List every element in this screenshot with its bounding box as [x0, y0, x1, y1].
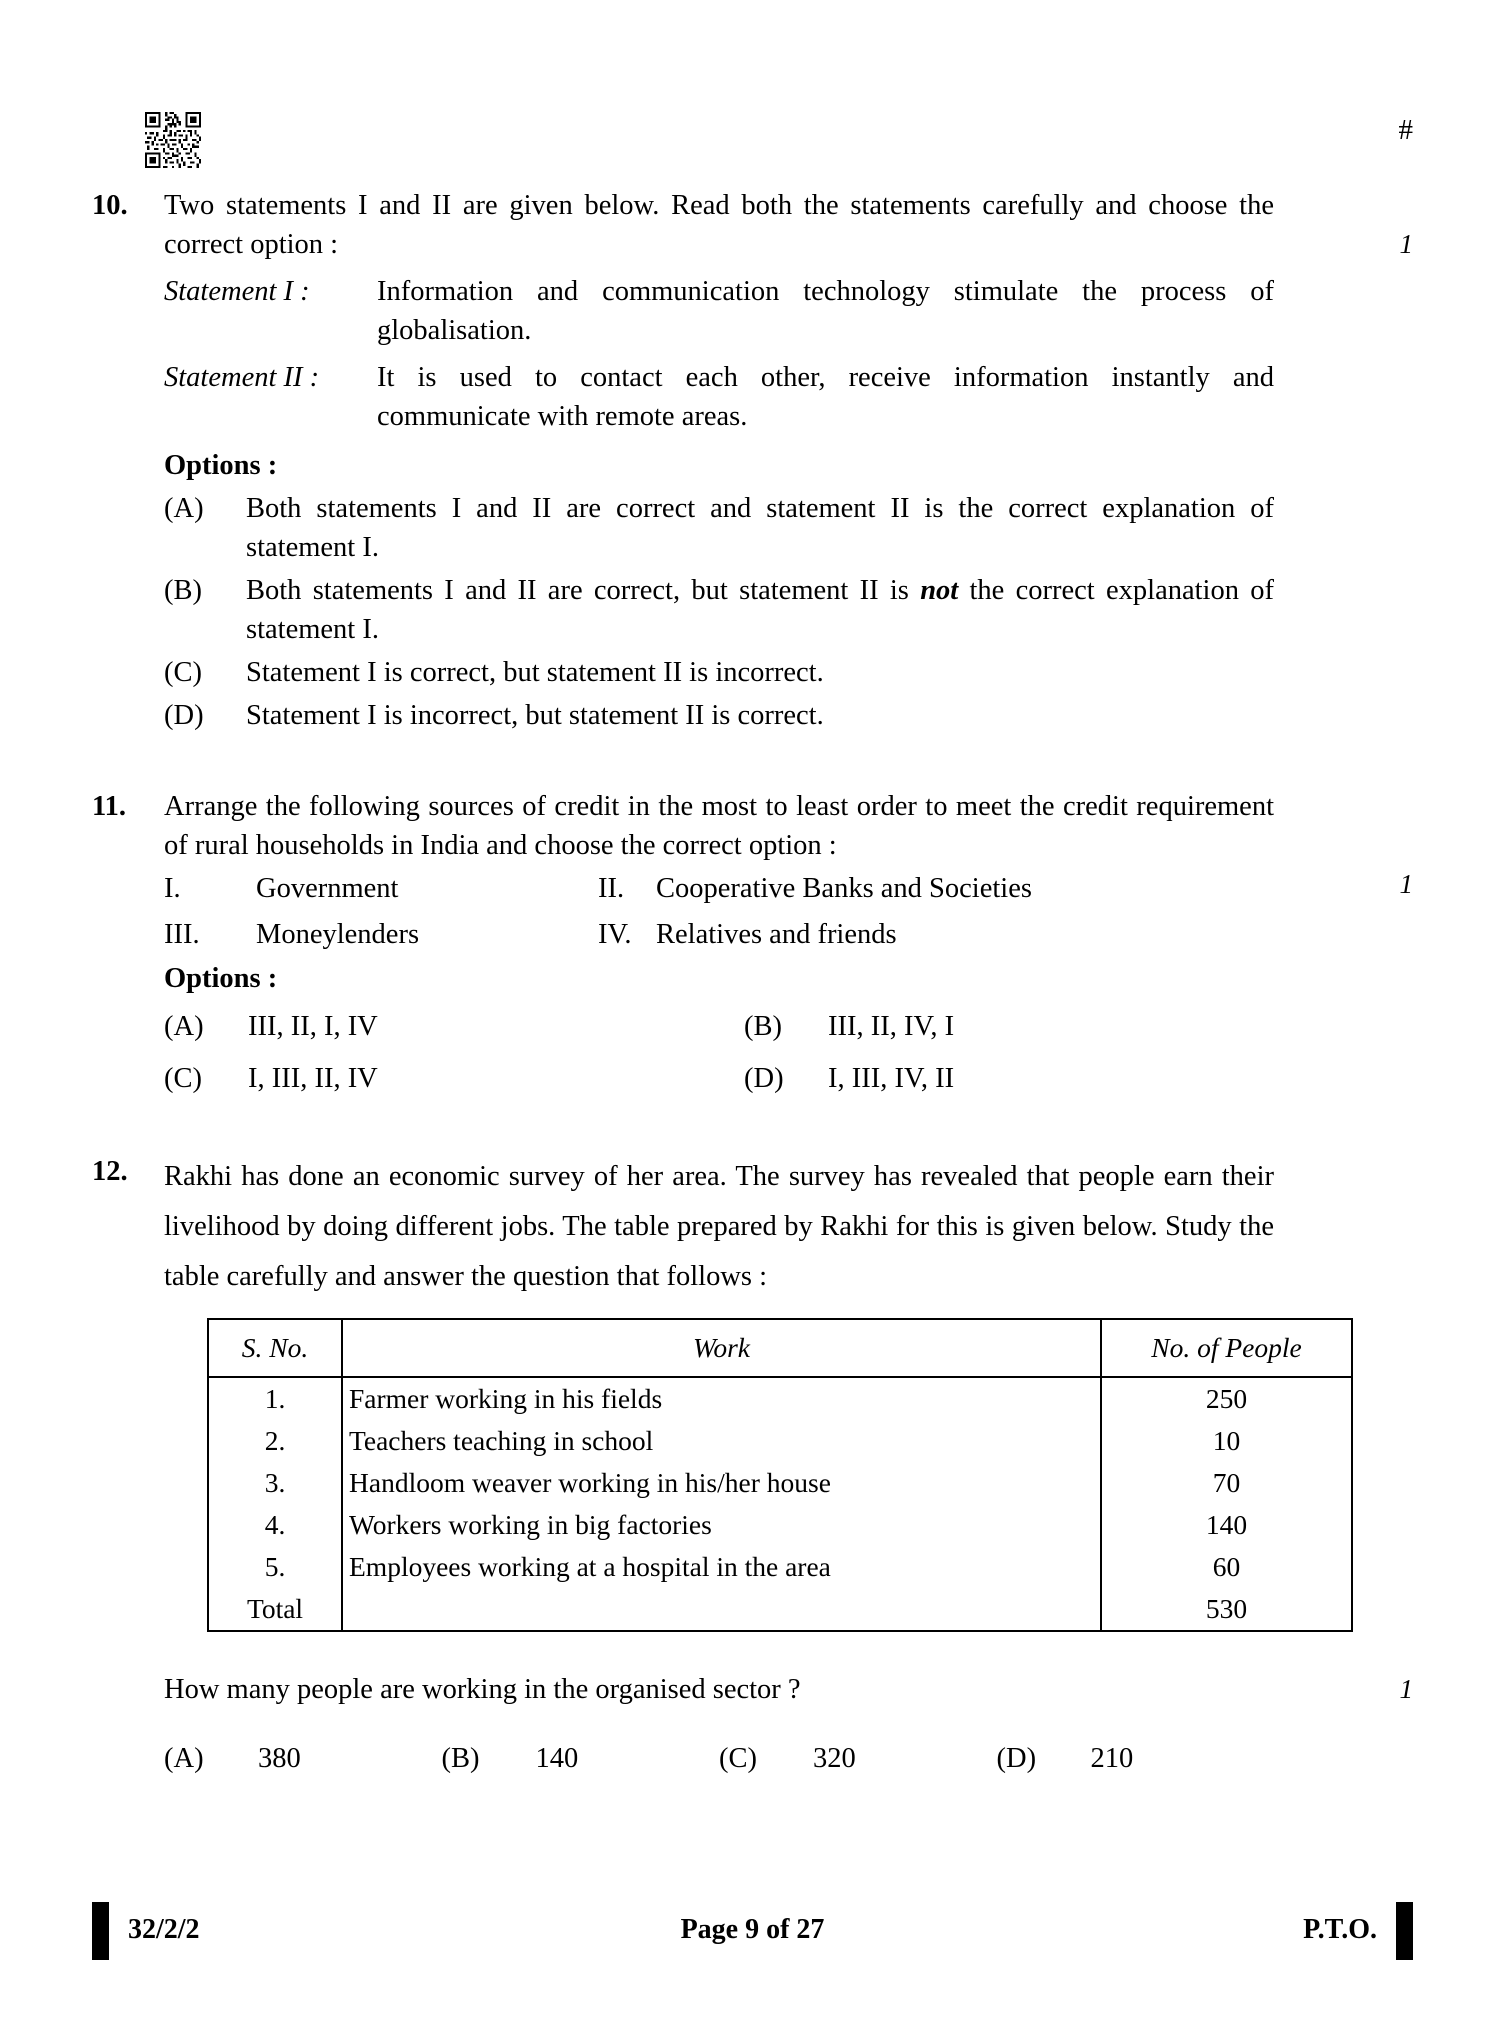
table-row	[208, 1377, 1352, 1420]
row-1-people: 250	[1101, 1377, 1352, 1420]
question-11	[92, 787, 1413, 1102]
question-12	[92, 1152, 1413, 1778]
page-header	[145, 112, 1413, 172]
row-1-sno: 1.	[208, 1377, 342, 1420]
header-no-of-people: No. of People	[1101, 1319, 1352, 1377]
question-12-stem: Rakhi has done an economic survey of her area. The survey has revealed that people earn their livelihood by doing different jobs. The table prepared by Rakhi for this is given below. Study the table carefully and answer the question that follows :	[164, 1161, 1274, 1292]
option-b-emphasis: not	[920, 575, 959, 606]
question-11-items-row-2	[164, 913, 1413, 957]
question-10-options-heading: Options :	[164, 450, 278, 481]
page-number: Page 9 of 27	[680, 1914, 825, 1945]
total-label: Total	[208, 1588, 342, 1631]
item-iv	[598, 913, 1198, 957]
pto-label: P.T.O.	[1303, 1914, 1377, 1945]
q12-option-c-key: (C)	[719, 1743, 757, 1774]
row-2-sno: 2.	[208, 1420, 342, 1462]
survey-table-body	[208, 1377, 1352, 1631]
item-ii	[598, 867, 1198, 911]
question-11-options-row-1	[164, 1004, 1413, 1050]
header-s-no: S. No.	[208, 1319, 342, 1377]
q11-option-d-text: I, III, IV, II	[828, 1063, 955, 1094]
item-iii-label: Moneylenders	[256, 919, 420, 950]
item-iii-numeral: III.	[164, 919, 200, 950]
item-ii-numeral: II.	[598, 873, 625, 904]
q11-option-a-text: III, II, I, IV	[248, 1011, 378, 1042]
option-c-key: (C)	[164, 657, 202, 688]
q11-option-c-key: (C)	[164, 1063, 202, 1094]
question-11-option-c[interactable]	[164, 1056, 744, 1102]
q11-option-b-key: (B)	[744, 1011, 782, 1042]
question-11-items-row-1	[164, 867, 1413, 911]
table-total-row	[208, 1588, 1352, 1631]
question-11-option-a[interactable]	[164, 1004, 744, 1050]
row-2-work: Teachers teaching in school	[342, 1420, 1101, 1462]
row-2-people: 10	[1101, 1420, 1352, 1462]
statement-1-text: Information and communication technology stimulate the process of globalisation.	[377, 276, 1274, 346]
item-iv-numeral: IV.	[598, 919, 632, 950]
statement-2-label: Statement II :	[164, 362, 320, 393]
page-footer	[92, 1902, 1413, 1960]
question-12-number: 12.	[92, 1156, 128, 1187]
option-a-key: (A)	[164, 493, 204, 524]
option-a-text: Both statements I and II are correct and statement II is the correct explanation of statement I.	[246, 493, 1274, 563]
question-12-option-d[interactable]	[997, 1739, 1275, 1778]
question-12-options	[164, 1739, 1274, 1778]
question-11-options-heading: Options :	[164, 963, 278, 994]
total-people: 530	[1101, 1588, 1352, 1631]
statement-2-row	[164, 358, 1413, 436]
question-10	[92, 186, 1413, 735]
survey-table-header-row	[208, 1319, 1352, 1377]
question-11-option-b[interactable]	[744, 1004, 1284, 1050]
row-5-work: Employees working at a hospital in the area	[342, 1546, 1101, 1588]
q12-option-d-key: (D)	[996, 1743, 1037, 1774]
question-10-option-a[interactable]	[164, 489, 1413, 567]
option-d-key: (D)	[164, 700, 204, 731]
row-4-sno: 4.	[208, 1504, 342, 1546]
q12-option-d-text: 210	[1090, 1743, 1134, 1774]
question-11-number: 11.	[92, 791, 127, 822]
row-5-sno: 5.	[208, 1546, 342, 1588]
question-12-sub-question-row	[164, 1670, 1413, 1709]
option-c-text: Statement I is correct, but statement II is incorrect.	[246, 657, 824, 688]
question-12-marks: 1	[1399, 1674, 1413, 1704]
row-3-work: Handloom weaver working in his/her house	[342, 1462, 1101, 1504]
table-row	[208, 1546, 1352, 1588]
q12-option-a-text: 380	[258, 1743, 301, 1774]
row-5-people: 60	[1101, 1546, 1352, 1588]
item-i	[164, 867, 598, 911]
hash-mark: #	[1398, 114, 1413, 146]
question-11-option-d[interactable]	[744, 1056, 1284, 1102]
q11-option-a-key: (A)	[164, 1011, 204, 1042]
item-i-numeral: I.	[164, 873, 181, 904]
option-b-key: (B)	[164, 575, 202, 606]
row-4-work: Workers working in big factories	[342, 1504, 1101, 1546]
row-1-work: Farmer working in his fields	[342, 1377, 1101, 1420]
survey-table	[207, 1318, 1353, 1632]
q11-option-c-text: I, III, II, IV	[248, 1063, 378, 1094]
option-b-text	[246, 571, 1274, 649]
item-iii	[164, 913, 598, 957]
q12-option-b-text: 140	[535, 1743, 579, 1774]
q12-option-a-key: (A)	[164, 1743, 204, 1774]
question-12-option-c[interactable]	[719, 1739, 997, 1778]
table-row	[208, 1504, 1352, 1546]
option-b-pre: Both statements I and II are correct, but statement II is	[246, 575, 921, 606]
q11-option-d-key: (D)	[744, 1063, 784, 1094]
q12-option-c-text: 320	[813, 1743, 856, 1774]
table-row	[208, 1462, 1352, 1504]
question-10-number: 10.	[92, 190, 128, 221]
question-11-stem: Arrange the following sources of credit in the most to least order to meet the credit requirement of rural households in India and choose the correct option :	[164, 791, 1274, 861]
total-work-blank	[342, 1588, 1101, 1631]
item-iv-label: Relatives and friends	[656, 919, 897, 950]
question-12-option-a[interactable]	[164, 1739, 442, 1778]
statement-1-label: Statement I :	[164, 276, 310, 307]
question-12-option-b[interactable]	[442, 1739, 720, 1778]
question-10-option-b[interactable]	[164, 571, 1413, 649]
question-12-sub-question: How many people are working in the organised sector ?	[164, 1674, 801, 1705]
question-10-marks: 1	[1399, 229, 1413, 259]
item-ii-label: Cooperative Banks and Societies	[656, 873, 1032, 904]
row-3-people: 70	[1101, 1462, 1352, 1504]
question-11-options-row-2	[164, 1056, 1413, 1102]
row-4-people: 140	[1101, 1504, 1352, 1546]
row-3-sno: 3.	[208, 1462, 342, 1504]
qr-code-icon	[145, 112, 201, 168]
question-10-option-c[interactable]	[164, 653, 1413, 692]
statement-1-row	[164, 272, 1413, 350]
statement-2-text: It is used to contact each other, receive information instantly and communicate with remote areas.	[377, 362, 1274, 432]
survey-table-head	[208, 1319, 1352, 1377]
question-10-stem: Two statements I and II are given below. Read both the statements carefully and choose the correct option :	[164, 190, 1274, 260]
table-row	[208, 1420, 1352, 1462]
q12-option-b-key: (B)	[441, 1743, 480, 1774]
questions-container	[92, 186, 1413, 1778]
item-i-label: Government	[256, 873, 399, 904]
survey-table-wrapper	[207, 1318, 1319, 1632]
question-10-option-d[interactable]	[164, 696, 1413, 735]
header-work: Work	[342, 1319, 1101, 1377]
q11-option-b-text: III, II, IV, I	[828, 1011, 955, 1042]
paper-code: 32/2/2	[128, 1914, 200, 1945]
question-11-marks: 1	[1399, 869, 1413, 899]
option-b-post: the correct explanation of statement I.	[246, 575, 1274, 645]
option-d-text: Statement I is incorrect, but statement II is correct.	[246, 700, 824, 731]
